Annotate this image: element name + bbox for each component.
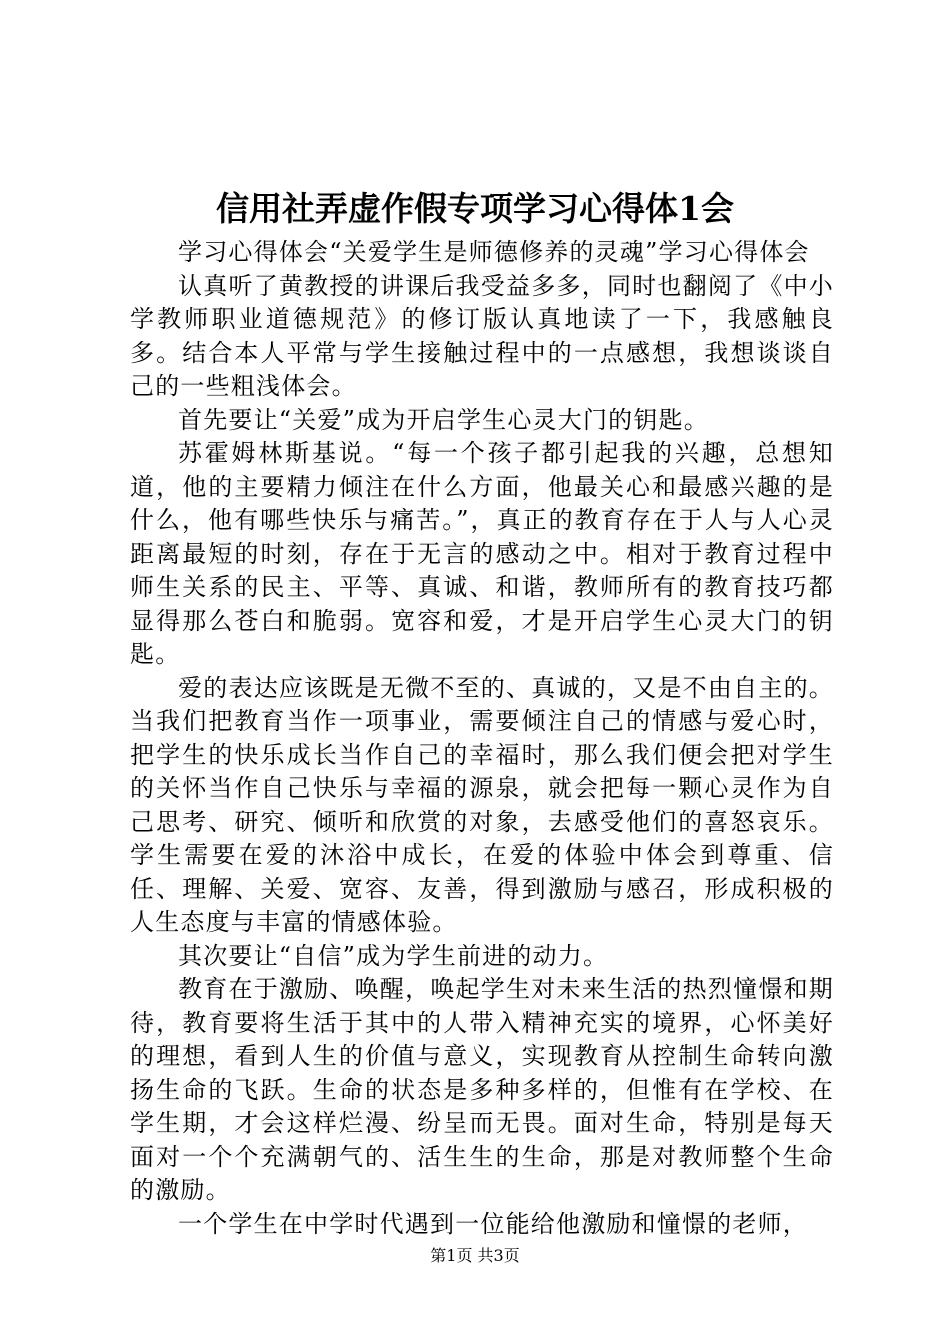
paragraph: 教育在于激励、唤醒，唤起学生对未来生活的热烈憧憬和期待，教育要将生活于其中的人带入精神充实的境界，心怀美好的理想，看到人生的价值与意义，实现教育从控制生命转向激扬生命的飞跃。生命的状态是多种多样的，但惟有在学校、在学生期，才会这样烂漫、纷呈而无畏。面对生命，特别是每天面对一个个充满朝气的、活生生的生命，那是对教师整个生命的激励。 [130, 975, 834, 1204]
paragraph: 学习心得体会“关爱学生是师德修养的灵魂”学习心得体会 [178, 238, 810, 266]
paragraph: 苏霍姆林斯基说。“每一个孩子都引起我的兴趣，总想知道，他的主要精力倾注在什么方面，他最关心和最感兴趣的是什么，他有哪些快乐与痛苦。”，真正的教育存在于人与人心灵距离最短的时刻，存在于无言的感动之中。相对于教育过程中师生关系的民主、平等、真诚、和谐，教师所有的教育技巧都显得那么苍白和脆弱。宽容和爱，才是开启学生心灵大门的钥匙。 [130, 439, 834, 668]
document-title: 信用社弄虚作假专项学习心得体1会 [216, 189, 734, 228]
page-footer: 第1页 共3页 [430, 1246, 520, 1265]
paragraph: 其次要让“自信”成为学生前进的动力。 [178, 941, 609, 970]
paragraph: 爱的表达应该既是无微不至的、真诚的，又是不由自主的。当我们把教育当作一项事业，需要倾注自己的情感与爱心时，把学生的快乐成长当作自己的幸福时，那么我们便会把对学生的关怀当作自己快乐与幸福的源泉，就会把每一颗心灵作为自己思考、研究、倾听和欣赏的对象，去感受他们的喜怒哀乐。学生需要在爱的沐浴中成长，在爱的体验中体会到尊重、信任、理解、关爱、宽容、友善，得到激励与感召，形成积极的人生态度与丰富的情感体验。 [130, 673, 834, 936]
paragraph: 首先要让“关爱”成为开启学生心灵大门的钥匙。 [178, 405, 709, 434]
document-body [130, 236, 834, 1241]
paragraph: 一个学生在中学时代遇到一位能给他激励和憧憬的老师， [178, 1209, 808, 1238]
paragraph: 认真听了黄教授的讲课后我受益多多，同时也翻阅了《中小学教师职业道德规范》的修订版认真地读了一下，我感触良多。结合本人平常与学生接触过程中的一点感想，我想谈谈自己的一些粗浅体会。 [130, 271, 834, 400]
